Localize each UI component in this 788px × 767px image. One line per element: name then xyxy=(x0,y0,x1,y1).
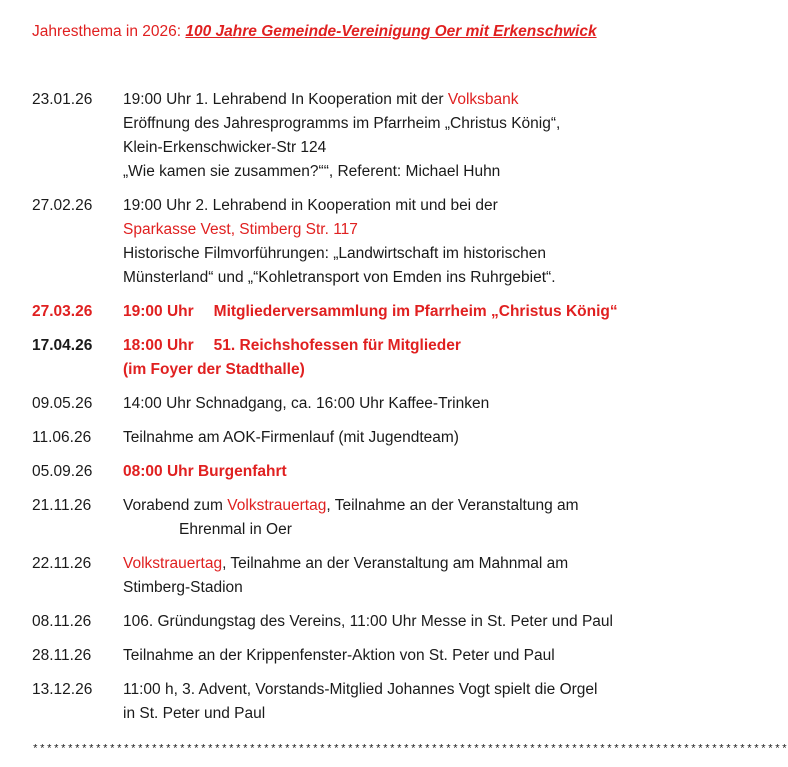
event-line: 19:00 Uhr 1. Lehrabend In Kooperation mit der xyxy=(123,91,448,108)
event-description: Teilnahme am AOK-Firmenlauf (mit Jugendteam) xyxy=(123,429,459,446)
event-description: 08:00 Uhr Burgenfahrt xyxy=(123,463,287,480)
annual-theme-title: 100 Jahre Gemeinde-Vereinigung Oer mit Erkenschwick xyxy=(185,23,597,40)
event-time: 18:00 Uhr xyxy=(123,337,194,354)
event-row xyxy=(32,392,662,416)
event-date: 09.05.26 xyxy=(32,395,93,412)
event-date: 11.06.26 xyxy=(32,429,92,446)
event-title: Mitgliederversammlung im Pfarrheim „Christus König“ xyxy=(213,303,618,320)
event-line: „Wie kamen sie zusammen?““, Referent: Michael Huhn xyxy=(123,163,501,180)
event-line: Vorabend zum xyxy=(123,497,228,514)
partner-name: Volksbank xyxy=(447,91,519,108)
event-date: 22.11.26 xyxy=(32,555,92,572)
event-date: 23.01.26 xyxy=(32,91,93,108)
event-description: Teilnahme an der Krippenfenster-Aktion von St. Peter und Paul xyxy=(123,647,555,664)
event-description xyxy=(123,300,662,324)
event-date: 27.03.26 xyxy=(32,303,93,320)
event-date: 08.11.26 xyxy=(32,613,92,630)
event-row xyxy=(32,426,662,450)
event-line: Stimberg-Stadion xyxy=(123,579,243,596)
event-list xyxy=(32,88,662,736)
event-row xyxy=(32,88,662,184)
event-description xyxy=(123,678,662,726)
event-description: 106. Gründungstag des Vereins, 11:00 Uhr Messe in St. Peter und Paul xyxy=(123,613,613,630)
event-line: 11:00 h, 3. Advent, Vorstands-Mitglied Johannes Vogt spielt die Orgel xyxy=(123,681,598,698)
event-date: 21.11.26 xyxy=(32,497,92,514)
event-line: , Teilnahme an der Veranstaltung am Mahnmal am xyxy=(222,555,569,572)
event-line: Historische Filmvorführungen: „Landwirtschaft im historischen xyxy=(123,245,546,262)
event-row xyxy=(32,194,662,290)
event-description xyxy=(123,552,662,600)
event-title: 51. Reichshofessen für Mitglieder xyxy=(213,337,461,354)
event-line: Klein-Erkenschwicker-Str 124 xyxy=(123,139,327,156)
event-line: Eröffnung des Jahresprogramms im Pfarrheim „Christus König“, xyxy=(123,115,561,132)
event-description xyxy=(123,194,662,290)
event-description: 14:00 Uhr Schnadgang, ca. 16:00 Uhr Kaffee-Trinken xyxy=(123,395,490,412)
event-date: 28.11.26 xyxy=(32,647,92,664)
event-description xyxy=(123,494,662,542)
event-line: in St. Peter und Paul xyxy=(123,705,266,722)
event-line: Ehrenmal in Oer xyxy=(179,521,292,538)
event-row-highlight xyxy=(32,334,662,382)
highlight-term: Volkstrauertag xyxy=(227,497,327,514)
annual-theme-header xyxy=(32,20,597,44)
event-date: 13.12.26 xyxy=(32,681,93,698)
highlight-term: Volkstrauertag xyxy=(123,555,223,572)
event-line: Münsterland“ und „“Kohletransport von Emden ins Ruhrgebiet“. xyxy=(123,269,556,286)
event-row xyxy=(32,552,662,600)
event-description xyxy=(123,334,662,382)
event-row xyxy=(32,610,662,634)
event-date: 05.09.26 xyxy=(32,463,93,480)
event-row xyxy=(32,644,662,668)
event-row-highlight xyxy=(32,300,662,324)
star-divider: ************************************************************************************************************ xyxy=(32,744,788,756)
event-title-continued: (im Foyer der Stadthalle) xyxy=(123,361,305,378)
partner-name: Sparkasse Vest, Stimberg Str. 117 xyxy=(123,221,358,238)
event-time: 19:00 Uhr xyxy=(123,303,194,320)
event-row xyxy=(32,678,662,726)
event-date: 27.02.26 xyxy=(32,197,93,214)
event-line: , Teilnahme an der Veranstaltung am xyxy=(326,497,579,514)
event-row xyxy=(32,460,662,484)
event-date: 17.04.26 xyxy=(32,337,93,354)
event-description xyxy=(123,88,662,184)
header-prefix: Jahresthema in 2026: xyxy=(32,23,186,40)
event-line: 19:00 Uhr 2. Lehrabend in Kooperation mit und bei der xyxy=(123,197,498,214)
event-row xyxy=(32,494,662,542)
